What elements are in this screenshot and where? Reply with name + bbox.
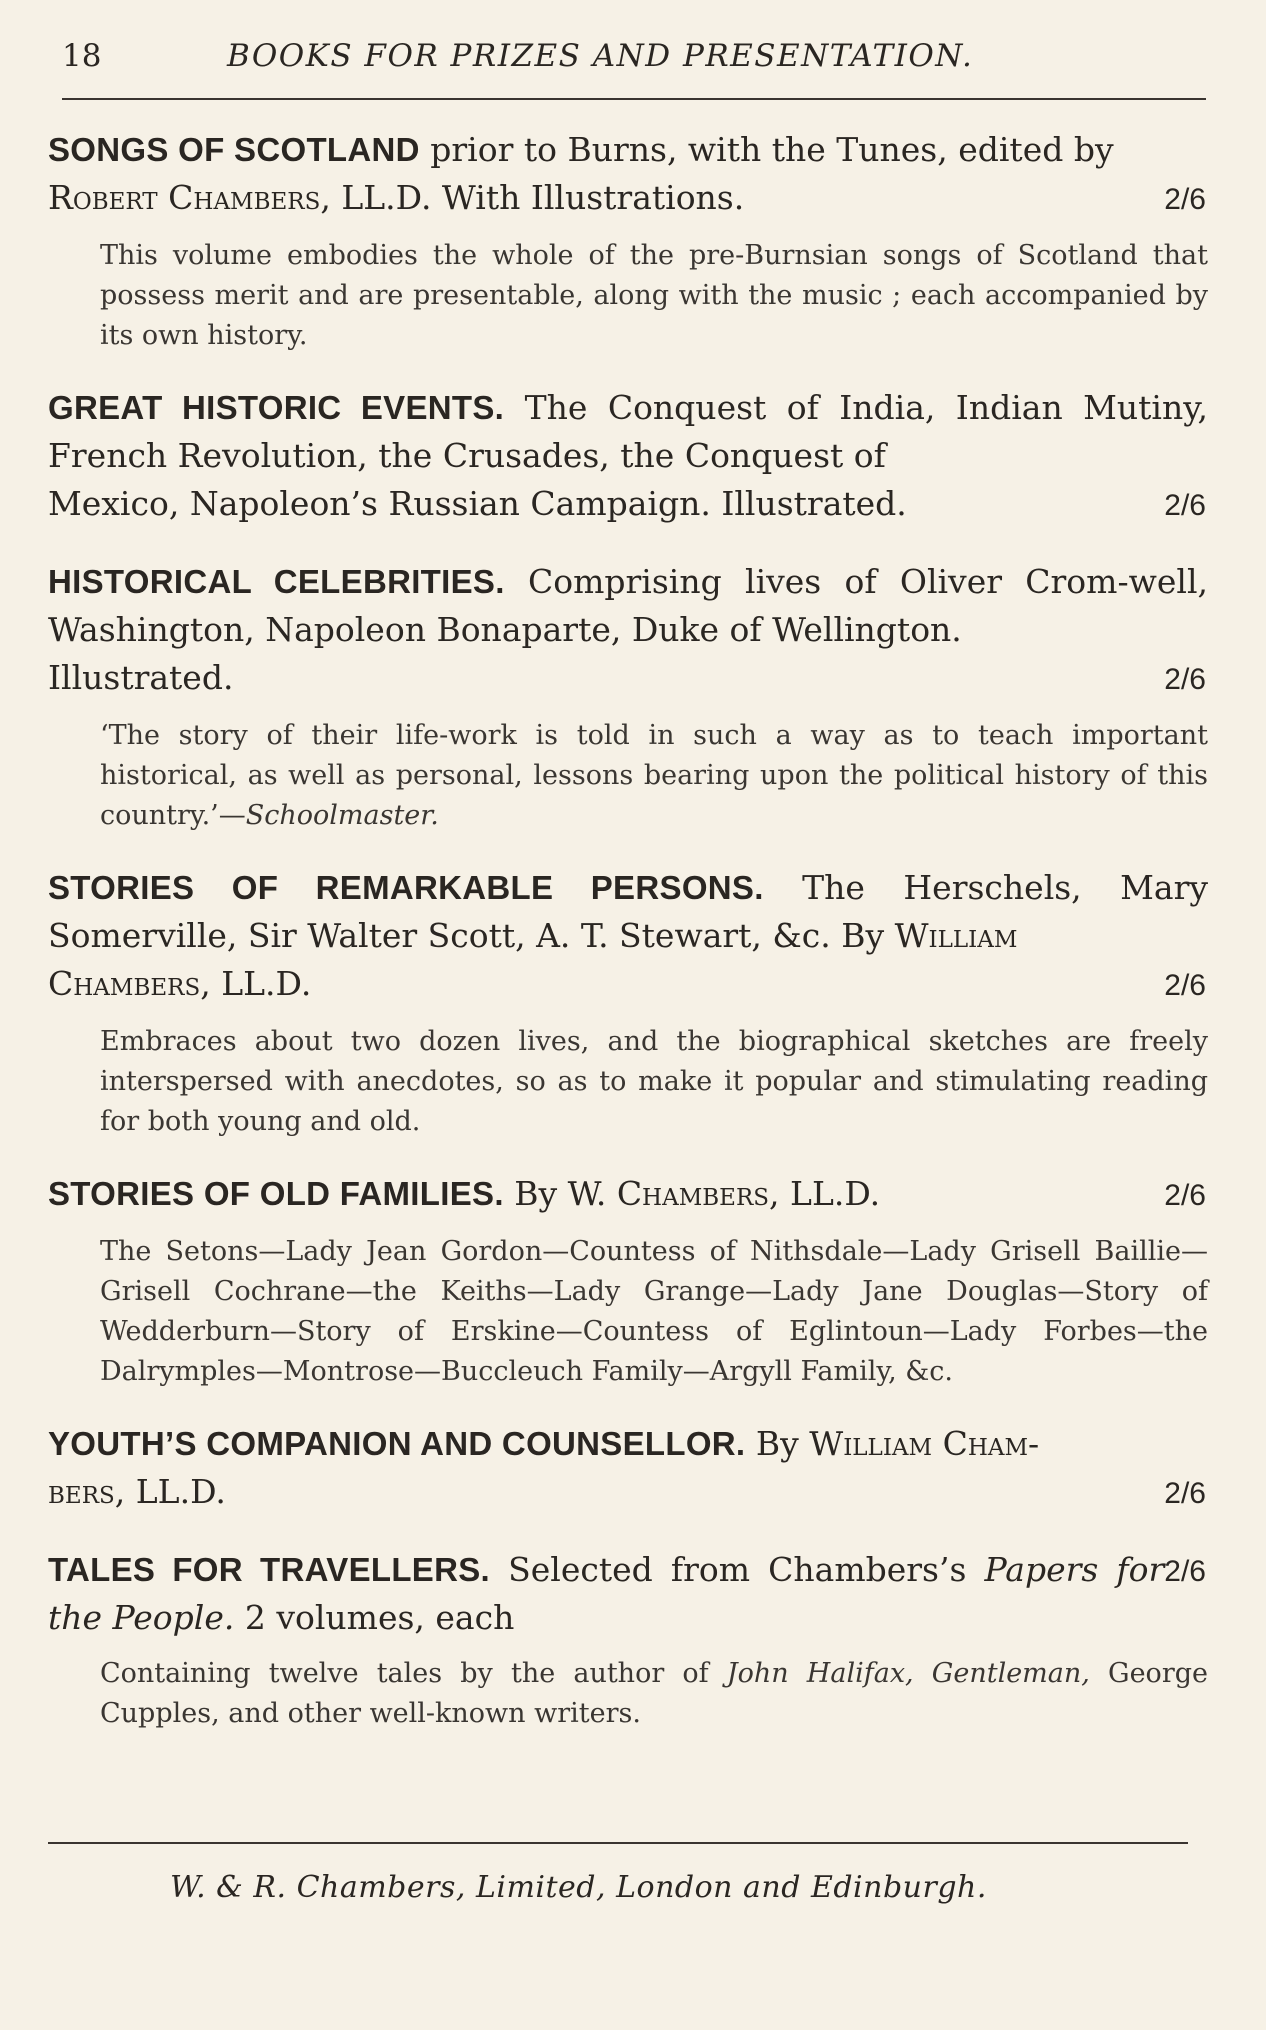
entry-title: SONGS OF SCOTLAND: [48, 131, 420, 168]
description-text: Containing twelve tales by the author of: [100, 1658, 727, 1689]
entry-heading-last-line: [48, 480, 1208, 530]
entry-italic-title: Papers for the People.: [48, 1550, 1165, 1637]
book-list: [48, 126, 1208, 1762]
entry-price: 2/6: [1164, 1179, 1206, 1212]
entry-heading: [48, 384, 1208, 480]
entry-description: [48, 1654, 1208, 1734]
book-entry-great-historic-events: [48, 384, 1208, 530]
entry-text: Mexico, Napoleon’s Russian Campaign. Illustrated.: [48, 484, 907, 523]
entry-text: Selected from Chambers’s: [490, 1550, 985, 1589]
entry-author: bers: [48, 1472, 115, 1511]
entry-description: The Setons—Lady Jean Gordon—Countess of Nithsdale—Lady Grisell Baillie—Grisell Cochrane—the Keiths—Lady Grange—Lady Jane Douglas—Story of Wedderburn—Story of Erskine—Countess of Eglintoun—Lady Forbes—the Dalrymples—Montrose—Buccleuch Family—Argyll Family, &c.: [100, 1236, 1208, 1387]
book-entry-tales-for-travellers: [48, 1546, 1208, 1734]
entry-text: By: [745, 1424, 810, 1463]
entry-text: 2 volumes, each: [234, 1598, 515, 1637]
entry-price: 2/6: [1164, 183, 1206, 216]
entry-author: William: [894, 916, 1018, 955]
entry-text: , LL.D.: [769, 1174, 881, 1213]
description-italic: John Halifax, Gentleman,: [726, 1658, 1090, 1689]
entry-price: 2/6: [1164, 489, 1206, 522]
book-entry-songs-of-scotland: [48, 126, 1208, 356]
entry-author: Robert Chambers: [48, 178, 321, 217]
page-header: [62, 34, 1206, 78]
entry-heading: [48, 126, 1208, 174]
entry-text: Illustrated.: [48, 658, 234, 697]
entry-heading-last-line: [48, 174, 1208, 224]
entry-title: TALES FOR TRAVELLERS.: [48, 1551, 491, 1588]
entry-text: The Conquest of India, Indian Mutiny, French Revolution, the Crusades, the Conquest of: [48, 388, 1208, 475]
entry-text: The Herschels, Mary Somerville, Sir Walter Scott, A. T. Stewart, &c. By: [48, 868, 1209, 955]
entry-text: , LL.D.: [114, 1472, 226, 1511]
entry-text: Comprising lives of Oliver Crom-well, Washington, Napoleon Bonaparte, Duke of Wellington.: [48, 562, 1208, 649]
entry-title: STORIES OF REMARKABLE PERSONS.: [48, 869, 764, 906]
entry-heading: [48, 1170, 1208, 1220]
entry-price: 2/6: [1164, 1477, 1206, 1510]
header-rule: [62, 98, 1206, 100]
entry-heading: [48, 1546, 1208, 1642]
entry-author: Chambers: [616, 1174, 770, 1213]
entry-description: This volume embodies the whole of the pre-Burnsian songs of Scotland that possess merit and are presentable, along with the music ; each accompanied by its own history.: [100, 240, 1208, 351]
running-title: BOOKS FOR PRIZES AND PRESENTATION.: [227, 38, 974, 74]
description-text: George Cupples, and other well-known writers.: [100, 1658, 1208, 1729]
review-source: Schoolmaster.: [245, 800, 439, 831]
entry-title: STORIES OF OLD FAMILIES.: [48, 1175, 504, 1212]
entry-title: GREAT HISTORIC EVENTS.: [48, 389, 505, 426]
book-entry-youths-companion: [48, 1420, 1208, 1518]
entry-heading-last-line: [48, 1468, 1208, 1518]
book-entry-historical-celebrities: [48, 558, 1208, 836]
entry-title: YOUTH’S COMPANION AND COUNSELLOR.: [48, 1425, 746, 1462]
publisher-imprint: W. & R. Chambers, Limited, London and Edinburgh.: [170, 1870, 987, 1905]
page-number: 18: [62, 38, 102, 74]
book-entry-stories-of-remarkable-persons: [48, 864, 1208, 1142]
entry-text: , LL.D.: [200, 964, 312, 1003]
review-quote: ‘The story of their life-work is told in such a way as to teach important historical, as well as personal, lessons bearing upon the political history of this country.’—: [100, 720, 1208, 831]
entry-author: William Cham-: [809, 1424, 1040, 1463]
entry-title: HISTORICAL CELEBRITIES.: [48, 563, 505, 600]
entry-text: prior to Burns, with the Tunes, edited by: [419, 130, 1114, 169]
entry-author: Chambers: [48, 964, 201, 1003]
footer-rule: [48, 1842, 1188, 1844]
entry-heading: [48, 558, 1208, 654]
entry-text: , LL.D. With Illustrations.: [320, 178, 745, 217]
entry-heading: [48, 864, 1208, 960]
entry-price: 2/6: [1164, 1555, 1206, 1588]
entry-heading-last-line: [48, 654, 1208, 704]
entry-description: [48, 716, 1208, 836]
entry-price: 2/6: [1164, 969, 1206, 1002]
entry-description: Embraces about two dozen lives, and the biographical sketches are freely interspersed with anecdotes, so as to make it popular and stimulating reading for both young and old.: [100, 1026, 1208, 1137]
entry-price: 2/6: [1164, 663, 1206, 696]
entry-heading-last-line: [48, 960, 1208, 1010]
book-entry-stories-of-old-families: [48, 1170, 1208, 1392]
entry-text: By W.: [503, 1174, 617, 1213]
entry-heading: [48, 1420, 1208, 1468]
